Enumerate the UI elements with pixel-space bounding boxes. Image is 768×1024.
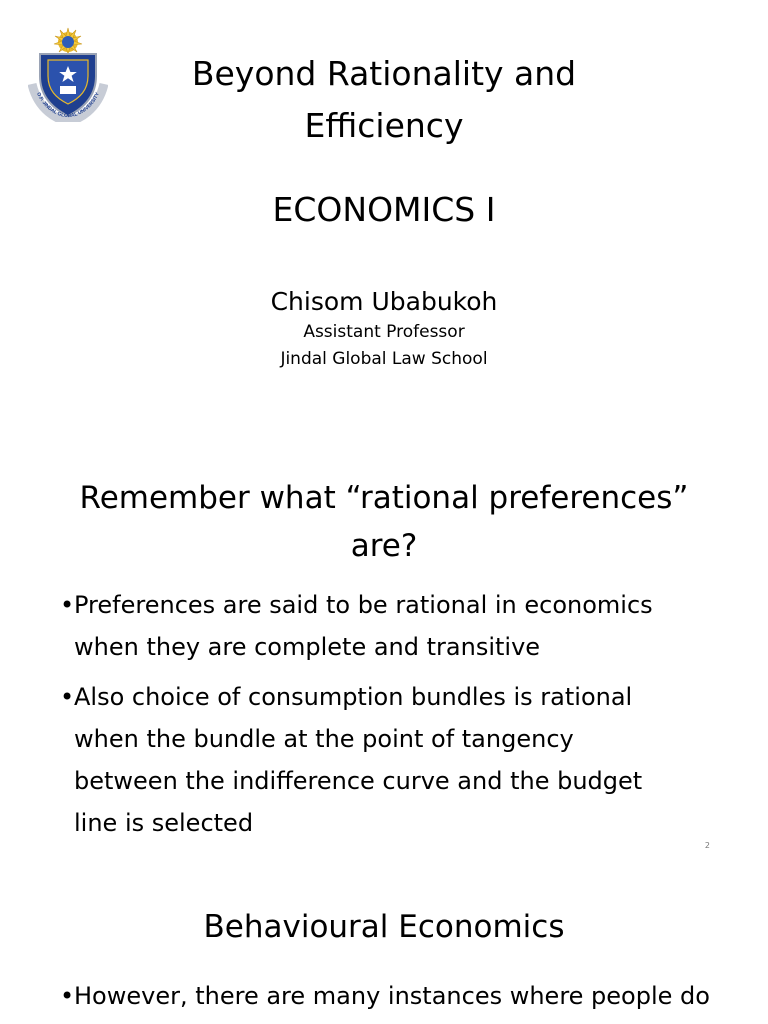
bullet-line: Preferences are said to be rational in economics — [74, 591, 653, 619]
bullet-line: Also choice of consumption bundles is rational — [74, 683, 633, 711]
slide-title-line: Efficiency — [304, 106, 464, 145]
rational-preferences-slide — [0, 420, 768, 875]
bullet-line: line is selected — [74, 809, 254, 837]
bullet-line: when the bundle at the point of tangency — [74, 725, 574, 753]
slide-title — [0, 48, 768, 152]
page-number: 2 — [704, 841, 710, 850]
author-name: Chisom Ubabukoh — [270, 287, 498, 316]
bullet-marker: • — [60, 591, 75, 619]
title-slide — [0, 0, 768, 420]
bullet-item — [60, 975, 740, 1017]
slide-heading-line: are? — [350, 528, 418, 564]
bullet-line: between the indifference curve and the budget — [74, 767, 643, 795]
bullet-item — [60, 584, 740, 668]
bullet-marker: • — [60, 683, 75, 711]
slide-heading: Behavioural Economics — [203, 909, 565, 945]
behavioural-economics-slide — [0, 875, 768, 1024]
crest-text: O.P. JINDAL GLOBAL UNIVERSITY — [35, 91, 101, 120]
bullet-line: when they are complete and transitive — [74, 633, 541, 661]
slide-heading — [0, 474, 768, 570]
course-name: ECONOMICS I — [272, 190, 496, 229]
slide-heading-line: Remember what “rational preferences” — [79, 480, 689, 516]
bullet-list — [60, 584, 740, 852]
bullet-list — [60, 975, 740, 1024]
author-institution: Jindal Global Law School — [280, 349, 488, 369]
author-role: Assistant Professor — [303, 322, 465, 342]
author-affiliation — [0, 319, 768, 373]
bullet-item — [60, 676, 740, 844]
bullet-line: However, there are many instances where people do — [74, 982, 710, 1010]
bullet-marker: • — [60, 982, 75, 1010]
slide-title-line: Beyond Rationality and — [191, 54, 577, 93]
